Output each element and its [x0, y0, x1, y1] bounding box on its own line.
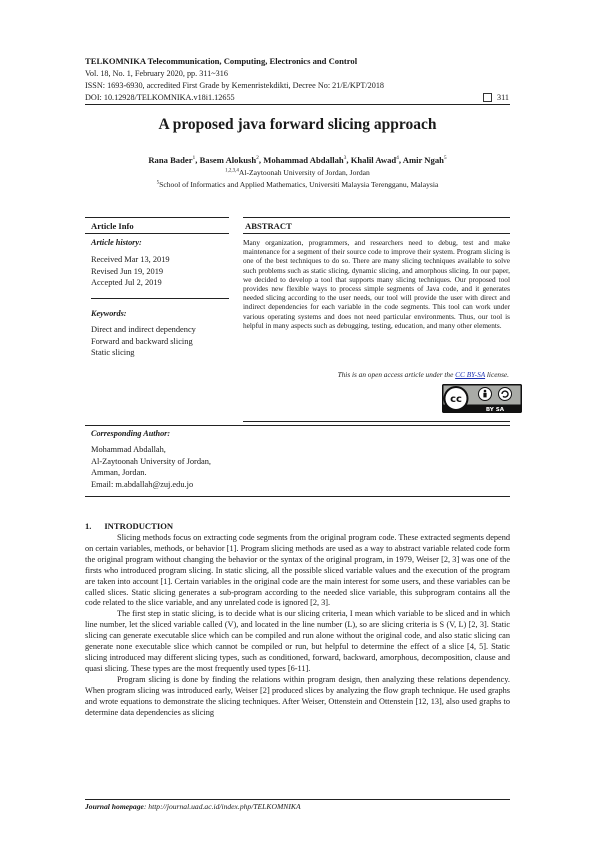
abstract-bottom-rule [243, 421, 510, 422]
body-paragraph: The first step in static slicing, is to decide what is our slicing criteria, I mean which variable to be sliced and in which line number, let the sliced variable called (V), and located in the line number (L), so are slicing criteria is S (V, L) [2, 3]. Static slicing can generate executable slice which can be compiled and run alone without the original code, and also static slicing can generate none executable slice which cannot be compiled or run, but helpful to determine the effect of a slice [4, 5]. Static slicing introduced may different slicing types, such as conditioned, forward, backward, amorphous, decomposition, clause and quasi slicing. These types are the most frequently used types [6-11]. [85, 609, 510, 673]
introduction-body [85, 533, 510, 718]
affiliation-sup: 5 [156, 180, 160, 186]
affiliation-2 [0, 180, 595, 189]
author-list: Rana Bader$^1$, Basem Alokush$^2$, Mohammad Abdallah$^3$, Khalil Awad$^4$, Amir Ngah$^5$ [148, 155, 447, 165]
abstract-text: Many organization, programmers, and researchers need to debug, test and make maintenance for a segment of their source code to improve their system. Program slicing is one of the best techniques to do so. There are many slicing techniques available to solve such problems such as static slicing, dynamic slicing, and amorphous slicing. In our paper, we decided to develop a tool that supports many slicing techniques. Our proposed tool provides new flexible ways to process simple segments of Java code, and it generates needed slicing according to the user needs, our tool will provide the user with direct and indirect dependencies for each variable in the code segments. This tool can work under various operating systems and does not need particular environments. Thus, our tool is helpful in many aspects such as debugging, testing, education, and many other elements. [243, 238, 510, 330]
author-sup: 5 [443, 155, 447, 162]
body-paragraph: Program slicing is done by finding the relations within program design, then analyzing these relations dependency. When program slicing was introduced early, Weiser [2] produced slices by analyzing the flow graph technique. He used graphs and wrote equations to demonstrate the slicing techniques. After Weiser, Ottenstein and Ottenstein [12, 13], also used graphs to determine data dependencies as slicing [85, 674, 510, 717]
affiliation-sup: 1,2,3,4 [225, 168, 239, 174]
corresponding-line: Mohammad Abdallah, [91, 445, 166, 454]
section-heading: 1. INTRODUCTION [85, 521, 174, 531]
info-heading-rule [85, 233, 229, 234]
license-suffix: license. [485, 370, 509, 379]
corresponding-email: Email: m.abdallah@zuj.edu.jo [91, 479, 194, 489]
svg-text:cc: cc [450, 394, 462, 406]
cc-by-sa-badge-icon[interactable] [442, 384, 522, 413]
history-item: Revised Jun 19, 2019 [91, 266, 164, 276]
author-name: Khalil Awad [350, 155, 397, 165]
history-item: Accepted Jul 2, 2019 [91, 278, 162, 287]
issn-line: ISSN: 1693-6930, accredited First Grade by Kemenristekdikti, Decree No: 21/E/KPT/2018 [85, 81, 385, 90]
keyword-item: Direct and indirect dependency [91, 325, 196, 334]
body-paragraph: Slicing methods focus on extracting code segments from the original program code. These extracted segments depend on certain variables, methods, or behavior [1]. Program slicing methods are used as a way to abstract variable related code form the original program without changing the behavior or the syntax of the original program, in 1979, Weiser [2, 3] was one of the firsts who introduced program slicing. In static slicing, all the possible sliced variable values and the execution of the program are taken into account [1]. Certain variables in the original code are the main interest for some users, and these variables can be called slices. Static slicing generates a sub-program according to the needed slice variable, this subprogram contains all the code related to the slice variable, and any unrelated code is ignored [2, 3]. [85, 533, 510, 608]
abstract-top-rule [243, 217, 510, 218]
info-top-rule [85, 217, 229, 218]
keyword-item: Static slicing [91, 348, 135, 357]
corresponding-details [91, 444, 211, 490]
license-note [338, 370, 509, 379]
paper-title: A proposed java forward slicing approach [158, 116, 437, 133]
author-sup: 1 [192, 155, 196, 162]
corresponding-line: Al-Zaytoonah University of Jordan, [91, 456, 212, 466]
keywords-label: Keywords: [91, 309, 127, 318]
history-list [91, 254, 170, 289]
author-sup: 3 [343, 155, 347, 162]
footer-url[interactable]: : http://journal.uad.ac.id/index.php/TELKOMNIKA [143, 802, 301, 811]
journal-name: TELKOMNIKA Telecommunication, Computing, Electronics and Control [85, 56, 358, 66]
author-sup: 2 [256, 155, 259, 162]
header-divider [85, 104, 510, 105]
affiliation-text: Al-Zaytoonah University of Jordan, Jordan [238, 168, 370, 177]
abstract-heading-rule [243, 233, 510, 234]
info-divider [91, 298, 229, 299]
volume-line: Vol. 18, No. 1, February 2020, pp. 311~316 [85, 69, 228, 78]
history-item: Received Mar 13, 2019 [91, 255, 170, 264]
article-info-heading: Article Info [91, 221, 134, 231]
page-number: 311 [497, 93, 509, 102]
affiliation-1 [0, 168, 595, 177]
keyword-item: Forward and backward slicing [91, 336, 193, 346]
footer-divider [85, 799, 510, 800]
corresponding-label: Corresponding Author: [91, 429, 171, 438]
footer [85, 802, 301, 811]
license-prefix: This is an open access article under the [337, 370, 456, 379]
corresponding-top-rule [85, 425, 510, 426]
license-link[interactable]: CC BY-SA [455, 370, 486, 379]
footer-label: Journal homepage [85, 802, 144, 811]
abstract-heading: ABSTRACT [245, 221, 292, 231]
corresponding-line: Amman, Jordan. [91, 468, 147, 477]
corresponding-bottom-rule [85, 496, 510, 497]
author-name: Amir Ngah [402, 155, 444, 165]
page-box-icon [483, 93, 492, 102]
author-name: Rana Bader [148, 155, 193, 165]
history-label: Article history: [91, 238, 142, 247]
cc-badge-label: BY SA [485, 407, 505, 413]
author-name: Basem Alokush [199, 155, 257, 165]
author-sup: 4 [396, 155, 399, 162]
page-number-group [483, 93, 509, 102]
keywords-list [91, 324, 196, 359]
author-name: Mohammad Abdallah [263, 155, 344, 165]
affiliation-text: School of Informatics and Applied Mathematics, Universiti Malaysia Terengganu, Malaysia [159, 180, 439, 189]
doi-line: DOI: 10.12928/TELKOMNIKA.v18i1.12655 [85, 93, 235, 102]
